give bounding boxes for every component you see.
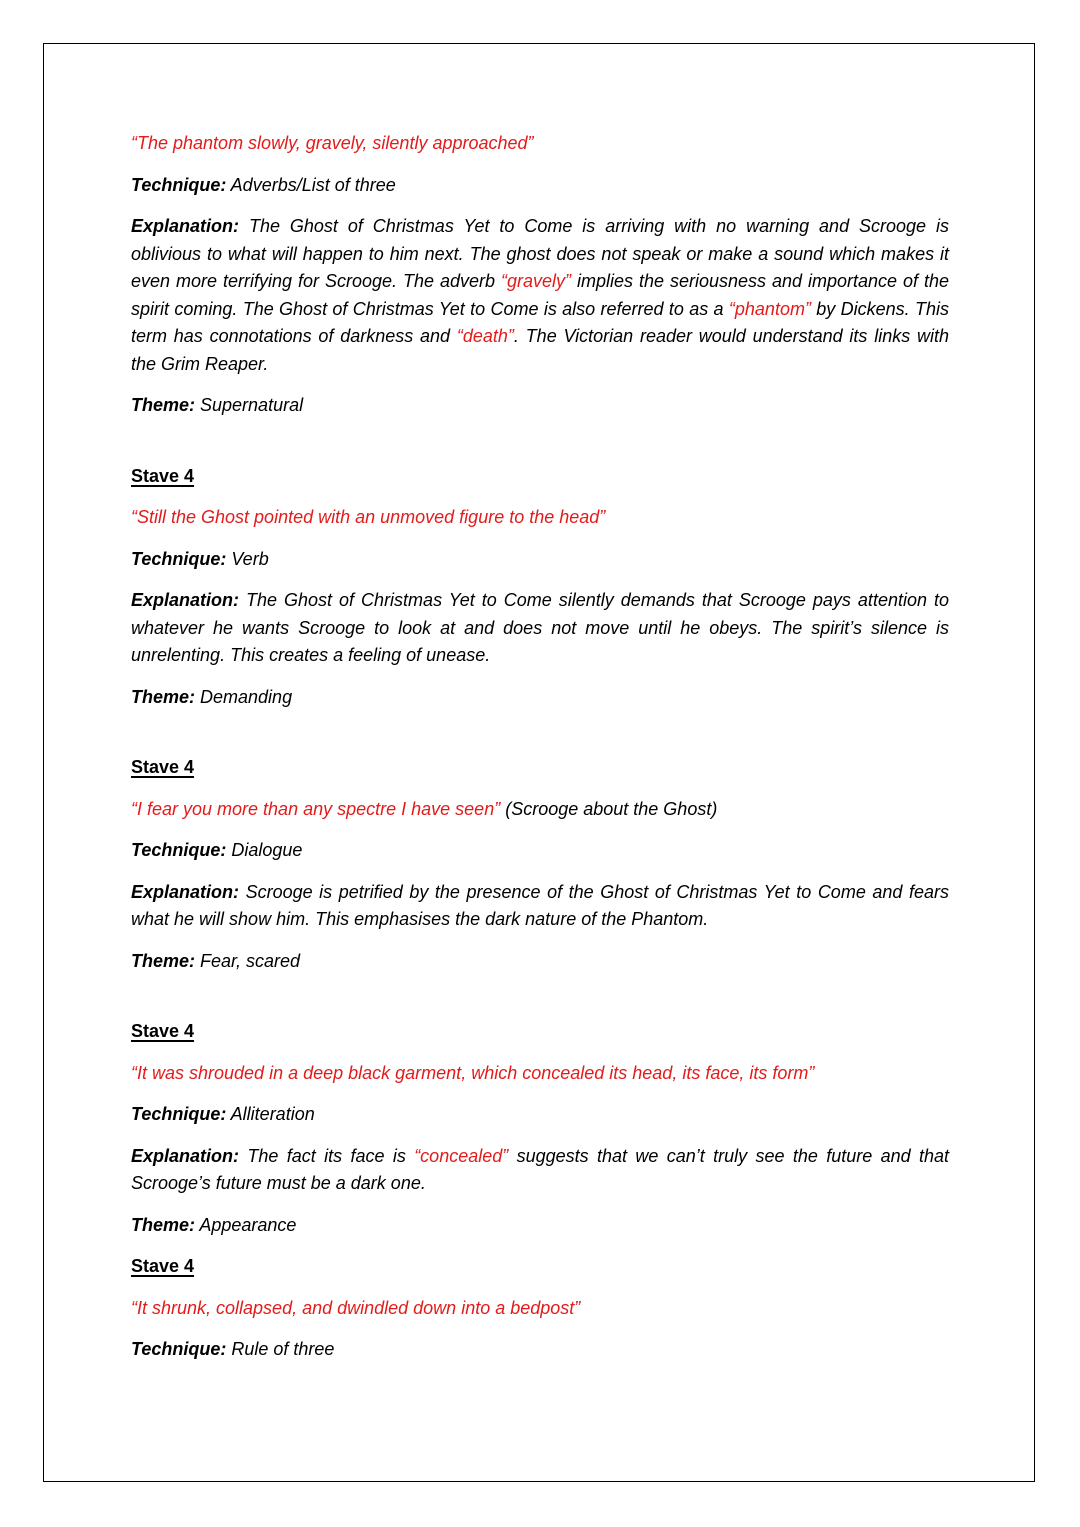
quote: “The phantom slowly, gravely, silently approached” bbox=[131, 133, 534, 153]
technique-line bbox=[131, 1101, 949, 1129]
theme-line bbox=[131, 684, 949, 712]
technique-value: Verb bbox=[226, 548, 269, 569]
document-body bbox=[131, 130, 949, 1378]
technique-label: Technique: bbox=[131, 174, 227, 195]
theme-label: Theme: bbox=[131, 686, 196, 707]
spacer bbox=[131, 989, 949, 1018]
quoted-word-death: “death” bbox=[456, 326, 514, 346]
explanation-line bbox=[131, 1143, 949, 1198]
spacer bbox=[131, 434, 949, 463]
stave-heading: Stave 4 bbox=[131, 465, 195, 486]
technique-label: Technique: bbox=[131, 840, 227, 860]
theme-value: Supernatural bbox=[195, 395, 304, 415]
technique-line bbox=[131, 172, 949, 200]
theme-line bbox=[131, 392, 949, 420]
stave-heading: Stave 4 bbox=[131, 1021, 195, 1041]
theme-value: Demanding bbox=[195, 686, 293, 707]
stave-heading: Stave 4 bbox=[131, 757, 195, 777]
explanation-text: The Ghost of Christmas Yet to Come is arriving with no warning and Scrooge is oblivious to what will happen to him next. The ghost does not speak or make a sound which makes it even more terrifying for Scrooge. The adverb bbox=[131, 216, 949, 291]
explanation-text: . The Victorian reader would understand its links with the Grim Reaper. bbox=[131, 326, 950, 374]
technique-value: Adverbs/List of three bbox=[226, 174, 396, 195]
quoted-word-concealed: “concealed” bbox=[414, 1145, 509, 1166]
section-shrouded-garment bbox=[131, 1018, 949, 1239]
section-fear-spectre bbox=[131, 754, 949, 975]
technique-line bbox=[131, 546, 949, 574]
section-shrunk-bedpost bbox=[131, 1253, 949, 1364]
technique-value: Alliteration bbox=[226, 1104, 315, 1124]
quote-line bbox=[131, 796, 949, 824]
quote-aside: (Scrooge about the Ghost) bbox=[500, 798, 718, 819]
spacer bbox=[131, 725, 949, 754]
stave-heading: Stave 4 bbox=[131, 1256, 195, 1276]
quoted-word-phantom: “phantom” bbox=[728, 298, 811, 319]
explanation-text: Scrooge is petrified by the presence of the Ghost of Christmas Yet to Come and fears what he will show him. This emphasises the dark nature of the Phantom. bbox=[131, 881, 949, 929]
explanation-line bbox=[131, 213, 949, 378]
explanation-label: Explanation: bbox=[131, 881, 240, 902]
quote: “I fear you more than any spectre I have seen” bbox=[131, 798, 501, 819]
quoted-word-gravely: “gravely” bbox=[500, 271, 571, 291]
technique-value: Dialogue bbox=[226, 840, 303, 860]
section-ghost-pointed bbox=[131, 463, 949, 712]
technique-line bbox=[131, 837, 949, 865]
explanation-line bbox=[131, 879, 949, 934]
technique-value: Rule of three bbox=[226, 1339, 335, 1359]
explanation-label: Explanation: bbox=[131, 590, 240, 610]
quote: “It shrunk, collapsed, and dwindled down into a bedpost” bbox=[131, 1297, 581, 1318]
explanation-text: suggests that we can’t truly see the future and that Scrooge’s future must be a dark one. bbox=[131, 1145, 949, 1193]
theme-value: Appearance bbox=[195, 1214, 297, 1235]
technique-line bbox=[131, 1336, 949, 1364]
theme-label: Theme: bbox=[131, 395, 196, 415]
theme-label: Theme: bbox=[131, 1214, 196, 1235]
explanation-text: by Dickens. This term has connotations of darkness and bbox=[131, 298, 949, 346]
technique-label: Technique: bbox=[131, 1104, 227, 1124]
section-phantom-approached bbox=[131, 130, 949, 420]
technique-label: Technique: bbox=[131, 548, 227, 569]
explanation-label: Explanation: bbox=[131, 216, 240, 236]
explanation-label: Explanation: bbox=[131, 1145, 240, 1166]
theme-value: Fear, scared bbox=[195, 950, 301, 971]
explanation-line bbox=[131, 587, 949, 670]
theme-line bbox=[131, 948, 949, 976]
explanation-text: implies the seriousness and importance of the spirit coming. The Ghost of Christmas Yet to Come is also referred to as a bbox=[131, 271, 949, 319]
theme-label: Theme: bbox=[131, 950, 196, 971]
technique-label: Technique: bbox=[131, 1339, 227, 1359]
explanation-text: The fact its face is bbox=[239, 1145, 415, 1166]
explanation-text: The Ghost of Christmas Yet to Come silently demands that Scrooge pays attention to whatever he wants Scrooge to look at and does not move until he obeys. The spirit’s silence is unrelenting. This creates a feeling of unease. bbox=[131, 590, 949, 665]
quote: “It was shrouded in a deep black garment, which concealed its head, its face, its form” bbox=[131, 1062, 815, 1083]
quote: “Still the Ghost pointed with an unmoved figure to the head” bbox=[131, 507, 606, 527]
theme-line bbox=[131, 1212, 949, 1240]
